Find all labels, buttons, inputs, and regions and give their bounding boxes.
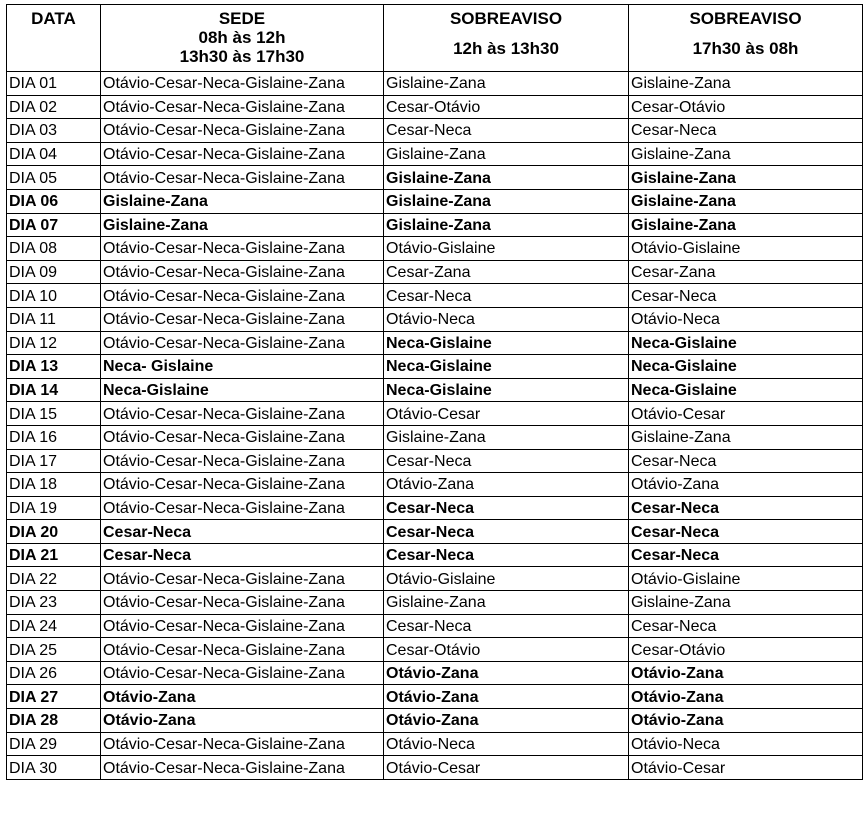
table-row <box>7 119 863 143</box>
sede-cell: Otávio-Cesar-Neca-Gislaine-Zana <box>101 591 384 615</box>
sobreaviso-night-cell: Otávio-Cesar <box>629 402 863 426</box>
sobreaviso-midday-cell: Cesar-Otávio <box>384 638 629 662</box>
sobreaviso-midday-cell: Cesar-Neca <box>384 614 629 638</box>
day-cell: DIA 08 <box>7 237 101 261</box>
sede-cell: Otávio-Cesar-Neca-Gislaine-Zana <box>101 237 384 261</box>
table-row <box>7 189 863 213</box>
sede-cell: Otávio-Cesar-Neca-Gislaine-Zana <box>101 425 384 449</box>
sede-cell: Otávio-Cesar-Neca-Gislaine-Zana <box>101 72 384 96</box>
sobreaviso-night-cell: Gislaine-Zana <box>629 425 863 449</box>
sobreaviso-night-cell: Gislaine-Zana <box>629 72 863 96</box>
sede-cell: Otávio-Cesar-Neca-Gislaine-Zana <box>101 567 384 591</box>
sobreaviso-midday-cell: Cesar-Neca <box>384 543 629 567</box>
sobreaviso-night-cell: Otávio-Gislaine <box>629 567 863 591</box>
header-sede-title: SEDE <box>218 9 266 28</box>
sobreaviso-midday-cell: Otávio-Neca <box>384 732 629 756</box>
sobreaviso-night-cell: Cesar-Neca <box>629 119 863 143</box>
table-row <box>7 166 863 190</box>
table-row <box>7 331 863 355</box>
sobreaviso-midday-cell: Cesar-Neca <box>384 496 629 520</box>
sede-cell: Cesar-Neca <box>101 520 384 544</box>
sobreaviso-night-cell: Cesar-Neca <box>629 449 863 473</box>
header-data <box>7 5 101 72</box>
day-cell: DIA 12 <box>7 331 101 355</box>
sede-cell: Otávio-Cesar-Neca-Gislaine-Zana <box>101 331 384 355</box>
sobreaviso-night-cell: Cesar-Neca <box>629 520 863 544</box>
table-row <box>7 520 863 544</box>
day-cell: DIA 24 <box>7 614 101 638</box>
sobreaviso-midday-cell: Otávio-Zana <box>384 709 629 733</box>
header-sobreaviso-night <box>629 5 863 72</box>
sobreaviso-midday-cell: Gislaine-Zana <box>384 189 629 213</box>
sobreaviso-midday-cell: Neca-Gislaine <box>384 331 629 355</box>
header-sobreaviso-midday <box>384 5 629 72</box>
sobreaviso-midday-cell: Gislaine-Zana <box>384 213 629 237</box>
header-sobreaviso-midday-title: SOBREAVISO <box>449 9 563 28</box>
table-row <box>7 72 863 96</box>
table-row <box>7 685 863 709</box>
day-cell: DIA 26 <box>7 661 101 685</box>
table-row <box>7 213 863 237</box>
day-cell: DIA 02 <box>7 95 101 119</box>
sobreaviso-night-cell: Otávio-Cesar <box>629 756 863 780</box>
table-row <box>7 496 863 520</box>
day-cell: DIA 15 <box>7 402 101 426</box>
day-cell: DIA 25 <box>7 638 101 662</box>
sede-cell: Otávio-Cesar-Neca-Gislaine-Zana <box>101 661 384 685</box>
sede-cell: Otávio-Cesar-Neca-Gislaine-Zana <box>101 449 384 473</box>
sobreaviso-midday-cell: Otávio-Zana <box>384 661 629 685</box>
sobreaviso-night-cell: Neca-Gislaine <box>629 355 863 379</box>
sobreaviso-night-cell: Cesar-Otávio <box>629 638 863 662</box>
day-cell: DIA 18 <box>7 473 101 497</box>
day-cell: DIA 04 <box>7 142 101 166</box>
sede-cell: Otávio-Cesar-Neca-Gislaine-Zana <box>101 614 384 638</box>
day-cell: DIA 21 <box>7 543 101 567</box>
table-row <box>7 567 863 591</box>
table-row <box>7 543 863 567</box>
day-cell: DIA 29 <box>7 732 101 756</box>
header-data-label: DATA <box>31 9 76 28</box>
table-row <box>7 638 863 662</box>
sobreaviso-midday-cell: Neca-Gislaine <box>384 378 629 402</box>
day-cell: DIA 05 <box>7 166 101 190</box>
header-sede <box>101 5 384 72</box>
sede-cell: Otávio-Cesar-Neca-Gislaine-Zana <box>101 732 384 756</box>
sede-cell: Otávio-Cesar-Neca-Gislaine-Zana <box>101 496 384 520</box>
sobreaviso-midday-cell: Otávio-Cesar <box>384 402 629 426</box>
day-cell: DIA 19 <box>7 496 101 520</box>
day-cell: DIA 20 <box>7 520 101 544</box>
sobreaviso-midday-cell: Gislaine-Zana <box>384 142 629 166</box>
table-row <box>7 260 863 284</box>
sobreaviso-night-cell: Otávio-Zana <box>629 709 863 733</box>
sobreaviso-night-cell: Cesar-Neca <box>629 496 863 520</box>
sobreaviso-midday-cell: Cesar-Zana <box>384 260 629 284</box>
header-sede-afternoon-hours: 13h30 às 17h30 <box>179 47 305 66</box>
sobreaviso-midday-cell: Otávio-Gislaine <box>384 237 629 261</box>
sobreaviso-midday-cell: Neca-Gislaine <box>384 355 629 379</box>
sobreaviso-night-cell: Otávio-Neca <box>629 732 863 756</box>
sobreaviso-night-cell: Gislaine-Zana <box>629 142 863 166</box>
table-row <box>7 591 863 615</box>
sobreaviso-night-cell: Neca-Gislaine <box>629 331 863 355</box>
day-cell: DIA 14 <box>7 378 101 402</box>
sede-cell: Otávio-Cesar-Neca-Gislaine-Zana <box>101 402 384 426</box>
sobreaviso-night-cell: Cesar-Zana <box>629 260 863 284</box>
sobreaviso-midday-cell: Otávio-Cesar <box>384 756 629 780</box>
table-row <box>7 142 863 166</box>
day-cell: DIA 28 <box>7 709 101 733</box>
header-sobreaviso-midday-hours: 12h às 13h30 <box>453 39 559 58</box>
day-cell: DIA 11 <box>7 307 101 331</box>
day-cell: DIA 16 <box>7 425 101 449</box>
sede-cell: Otávio-Cesar-Neca-Gislaine-Zana <box>101 95 384 119</box>
table-row <box>7 473 863 497</box>
table-row <box>7 425 863 449</box>
day-cell: DIA 07 <box>7 213 101 237</box>
table-row <box>7 307 863 331</box>
table-row <box>7 661 863 685</box>
sede-cell: Gislaine-Zana <box>101 189 384 213</box>
day-cell: DIA 30 <box>7 756 101 780</box>
sede-cell: Otávio-Cesar-Neca-Gislaine-Zana <box>101 756 384 780</box>
day-cell: DIA 09 <box>7 260 101 284</box>
table-row <box>7 378 863 402</box>
sobreaviso-night-cell: Cesar-Neca <box>629 614 863 638</box>
sobreaviso-night-cell: Gislaine-Zana <box>629 166 863 190</box>
header-sede-morning-hours: 08h às 12h <box>198 28 286 47</box>
sobreaviso-night-cell: Gislaine-Zana <box>629 213 863 237</box>
sede-cell: Otávio-Cesar-Neca-Gislaine-Zana <box>101 142 384 166</box>
sobreaviso-midday-cell: Gislaine-Zana <box>384 72 629 96</box>
sobreaviso-midday-cell: Otávio-Zana <box>384 685 629 709</box>
sede-cell: Otávio-Cesar-Neca-Gislaine-Zana <box>101 307 384 331</box>
sede-cell: Otávio-Cesar-Neca-Gislaine-Zana <box>101 166 384 190</box>
sobreaviso-midday-cell: Otávio-Neca <box>384 307 629 331</box>
day-cell: DIA 23 <box>7 591 101 615</box>
header-sobreaviso-night-hours: 17h30 às 08h <box>692 39 799 58</box>
sobreaviso-midday-cell: Gislaine-Zana <box>384 591 629 615</box>
sobreaviso-night-cell: Gislaine-Zana <box>629 189 863 213</box>
sobreaviso-night-cell: Otávio-Neca <box>629 307 863 331</box>
sede-cell: Neca-Gislaine <box>101 378 384 402</box>
schedule-table <box>6 4 863 780</box>
sede-cell: Otávio-Cesar-Neca-Gislaine-Zana <box>101 473 384 497</box>
sobreaviso-night-cell: Gislaine-Zana <box>629 591 863 615</box>
table-row <box>7 449 863 473</box>
sobreaviso-night-cell: Otávio-Zana <box>629 661 863 685</box>
sobreaviso-midday-cell: Cesar-Otávio <box>384 95 629 119</box>
day-cell: DIA 01 <box>7 72 101 96</box>
day-cell: DIA 27 <box>7 685 101 709</box>
day-cell: DIA 13 <box>7 355 101 379</box>
table-row <box>7 355 863 379</box>
table-row <box>7 614 863 638</box>
sobreaviso-midday-cell: Otávio-Zana <box>384 473 629 497</box>
sede-cell: Otávio-Zana <box>101 685 384 709</box>
day-cell: DIA 22 <box>7 567 101 591</box>
table-row <box>7 237 863 261</box>
table-row <box>7 284 863 308</box>
sobreaviso-night-cell: Otávio-Zana <box>629 473 863 497</box>
sede-cell: Neca- Gislaine <box>101 355 384 379</box>
sede-cell: Otávio-Cesar-Neca-Gislaine-Zana <box>101 284 384 308</box>
table-row <box>7 402 863 426</box>
table-row <box>7 709 863 733</box>
sede-cell: Otávio-Cesar-Neca-Gislaine-Zana <box>101 119 384 143</box>
day-cell: DIA 17 <box>7 449 101 473</box>
sobreaviso-night-cell: Cesar-Neca <box>629 543 863 567</box>
sobreaviso-midday-cell: Cesar-Neca <box>384 119 629 143</box>
day-cell: DIA 10 <box>7 284 101 308</box>
sobreaviso-midday-cell: Cesar-Neca <box>384 520 629 544</box>
sobreaviso-night-cell: Neca-Gislaine <box>629 378 863 402</box>
sobreaviso-night-cell: Cesar-Otávio <box>629 95 863 119</box>
schedule-body <box>7 72 863 780</box>
sede-cell: Cesar-Neca <box>101 543 384 567</box>
sobreaviso-midday-cell: Cesar-Neca <box>384 449 629 473</box>
sede-cell: Otávio-Cesar-Neca-Gislaine-Zana <box>101 260 384 284</box>
day-cell: DIA 03 <box>7 119 101 143</box>
sobreaviso-midday-cell: Gislaine-Zana <box>384 166 629 190</box>
sobreaviso-night-cell: Cesar-Neca <box>629 284 863 308</box>
day-cell: DIA 06 <box>7 189 101 213</box>
table-row <box>7 95 863 119</box>
sede-cell: Gislaine-Zana <box>101 213 384 237</box>
table-row <box>7 756 863 780</box>
header-sobreaviso-night-title: SOBREAVISO <box>689 9 802 28</box>
sobreaviso-night-cell: Otávio-Zana <box>629 685 863 709</box>
schedule-header <box>7 5 863 72</box>
table-row <box>7 732 863 756</box>
header-row <box>7 5 863 72</box>
sede-cell: Otávio-Cesar-Neca-Gislaine-Zana <box>101 638 384 662</box>
sobreaviso-midday-cell: Otávio-Gislaine <box>384 567 629 591</box>
sobreaviso-midday-cell: Gislaine-Zana <box>384 425 629 449</box>
sobreaviso-midday-cell: Cesar-Neca <box>384 284 629 308</box>
sede-cell: Otávio-Zana <box>101 709 384 733</box>
sobreaviso-night-cell: Otávio-Gislaine <box>629 237 863 261</box>
